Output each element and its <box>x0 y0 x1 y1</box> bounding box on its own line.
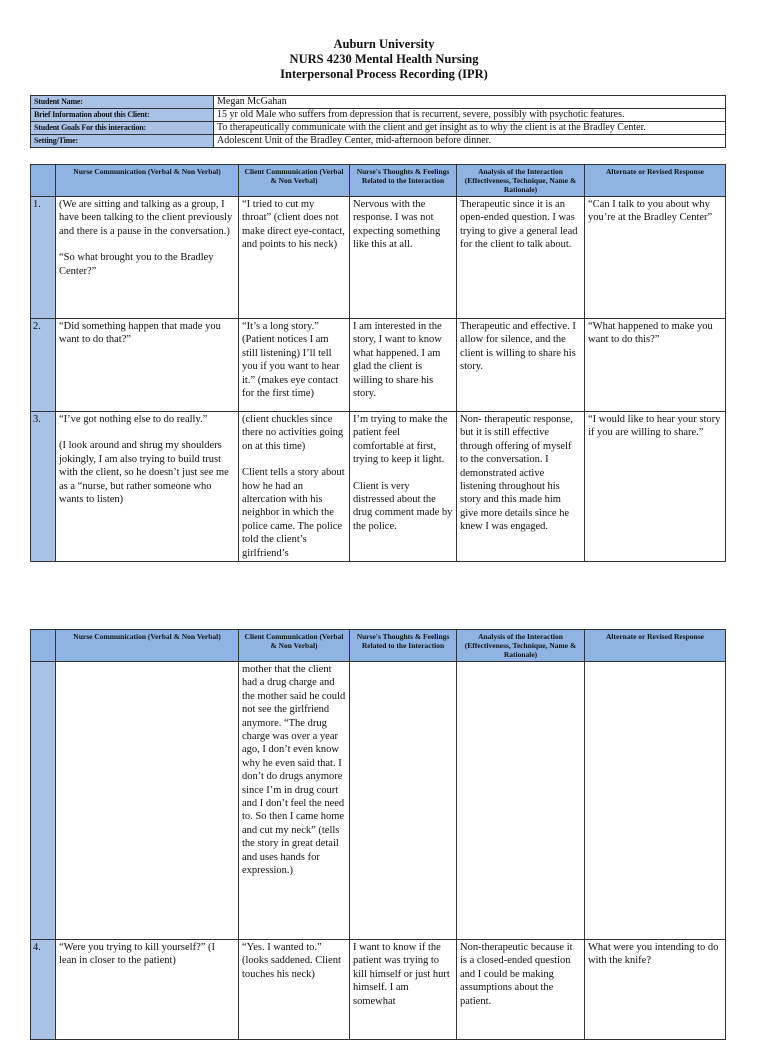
info-value: 15 yr old Male who suffers from depression that is recurrent, severe, possibly with psychotic features. <box>214 109 726 122</box>
table-row <box>31 319 726 412</box>
nurse-thoughts-cell: I want to know if the patient was trying to kill himself or just hurt himself. I am somewhat <box>350 940 457 1040</box>
client-communication-cell <box>239 412 350 562</box>
info-label: Student Goals For this interaction: <box>31 122 214 135</box>
thoughts-text: I’m trying to make the patient feel comfortable at first, trying to keep it light. <box>353 414 448 466</box>
client-communication-cell: mother that the client had a drug charge and the mother said he could not see the girlfriend anymore. “The drug charge was over a year ago, I don’t even know why he even said that. I don’t do drugs anymore since I’m in drug court and I don’t feel the need to. So then I came home and cut my neck” (tells the story in great detail and uses hands for expression.) <box>239 662 350 940</box>
nurse-thoughts-cell <box>350 662 457 940</box>
info-label: Student Name: <box>31 96 214 109</box>
row-number: 1. <box>31 197 56 319</box>
ipr-header-row <box>31 165 726 197</box>
header-num <box>31 630 56 662</box>
ipr-header-row <box>31 630 726 662</box>
nurse-communication-cell: “Did something happen that made you want to do that?” <box>56 319 239 412</box>
row-number: 3. <box>31 412 56 562</box>
info-label: Brief Information about this Client: <box>31 109 214 122</box>
nurse-communication-cell <box>56 197 239 319</box>
header-num <box>31 165 56 197</box>
nurse-text: (We are sitting and talking as a group, I have been talking to the client previously and there is a pause in the conversation.) <box>59 199 233 237</box>
header-analysis: Analysis of the Interaction (Effectiveness, Technique, Name & Rationale) <box>457 165 585 197</box>
analysis-cell: Therapeutic since it is an open-ended question. I was trying to give a general lead for the client to talk about. <box>457 197 585 319</box>
client-communication-cell: “I tried to cut my throat” (client does not make direct eye-contact, and points to his neck) <box>239 197 350 319</box>
header-nurse-thoughts: Nurse's Thoughts & Feelings Related to the Interaction <box>350 630 457 662</box>
university-title: Auburn University <box>333 37 435 51</box>
nurse-thoughts-cell: Nervous with the response. I was not expecting something like this at all. <box>350 197 457 319</box>
info-row <box>31 109 726 122</box>
header-nurse-thoughts: Nurse's Thoughts & Feelings Related to the Interaction <box>350 165 457 197</box>
nurse-communication-cell <box>56 412 239 562</box>
header-nurse-communication: Nurse Communication (Verbal & Non Verbal) <box>56 165 239 197</box>
nurse-thoughts-cell: I am interested in the story, I want to know what happened. I am glad the client is willing to share his story. <box>350 319 457 412</box>
info-row <box>31 96 726 109</box>
analysis-cell <box>457 662 585 940</box>
row-number <box>31 662 56 940</box>
alternate-response-cell: “I would like to hear your story if you are willing to share.” <box>585 412 726 562</box>
row-number: 2. <box>31 319 56 412</box>
table-row <box>31 197 726 319</box>
analysis-cell: Non- therapeutic response, but it is still effective through offering of myself to the conversation. I demonstrated active listening throughout his story and this made him give more details since he knew I was engaged. <box>457 412 585 562</box>
table-row <box>31 412 726 562</box>
document-header <box>0 37 768 82</box>
nurse-communication-cell <box>56 662 239 940</box>
info-value: Megan McGahan <box>214 96 726 109</box>
alternate-response-cell: “Can I talk to you about why you’re at the Bradley Center” <box>585 197 726 319</box>
analysis-cell: Non-therapeutic because it is a closed-ended question and I could be making assumptions about the patient. <box>457 940 585 1040</box>
nurse-text: “I’ve got nothing else to do really.” <box>59 414 208 425</box>
info-value: To therapeutically communicate with the client and get insight as to why the client is at the Bradley Center. <box>214 122 726 135</box>
document-title: Interpersonal Process Recording (IPR) <box>280 67 488 81</box>
course-title: NURS 4230 Mental Health Nursing <box>289 52 479 66</box>
client-info-table <box>30 95 726 148</box>
thoughts-text: Client is very distressed about the drug comment made by the police. <box>353 480 453 532</box>
table-row <box>31 662 726 940</box>
info-label: Setting/Time: <box>31 135 214 148</box>
row-number: 4. <box>31 940 56 1040</box>
nurse-text: (I look around and shrug my shoulders jokingly, I am also trying to build trust with the client, so he doesn’t just see me as a “nurse, but rather someone who wants to listen) <box>59 440 229 506</box>
info-row <box>31 135 726 148</box>
nurse-communication-cell: “Were you trying to kill yourself?” (I lean in closer to the patient) <box>56 940 239 1040</box>
header-nurse-communication: Nurse Communication (Verbal & Non Verbal) <box>56 630 239 662</box>
header-alternate-response: Alternate or Revised Response <box>585 165 726 197</box>
ipr-table-page-1 <box>30 164 726 562</box>
ipr-table-page-2 <box>30 629 726 1040</box>
header-alternate-response: Alternate or Revised Response <box>585 630 726 662</box>
info-row <box>31 122 726 135</box>
client-communication-cell: “Yes. I wanted to.” (looks saddened. Client touches his neck) <box>239 940 350 1040</box>
header-client-communication: Client Communication (Verbal & Non Verbal) <box>239 165 350 197</box>
info-value: Adolescent Unit of the Bradley Center, mid-afternoon before dinner. <box>214 135 726 148</box>
analysis-cell: Therapeutic and effective. I allow for silence, and the client is willing to share his story. <box>457 319 585 412</box>
alternate-response-cell: What were you intending to do with the knife? <box>585 940 726 1040</box>
nurse-text: “So what brought you to the Bradley Center?” <box>59 252 214 277</box>
table-row <box>31 940 726 1040</box>
nurse-thoughts-cell <box>350 412 457 562</box>
alternate-response-cell <box>585 662 726 940</box>
client-communication-cell: “It’s a long story.” (Patient notices I am still listening) I’ll tell you if you want to hear it.” (makes eye contact for the first time) <box>239 319 350 412</box>
client-text: (client chuckles since there no activities going on at this time) <box>242 414 344 452</box>
header-analysis: Analysis of the Interaction (Effectiveness, Technique, Name & Rationale) <box>457 630 585 662</box>
client-text: Client tells a story about how he had an altercation with his neighbor in which the police came. The police told the client’s girlfriend’s <box>242 467 345 559</box>
alternate-response-cell: “What happened to make you want to do this?” <box>585 319 726 412</box>
header-client-communication: Client Communication (Verbal & Non Verbal) <box>239 630 350 662</box>
